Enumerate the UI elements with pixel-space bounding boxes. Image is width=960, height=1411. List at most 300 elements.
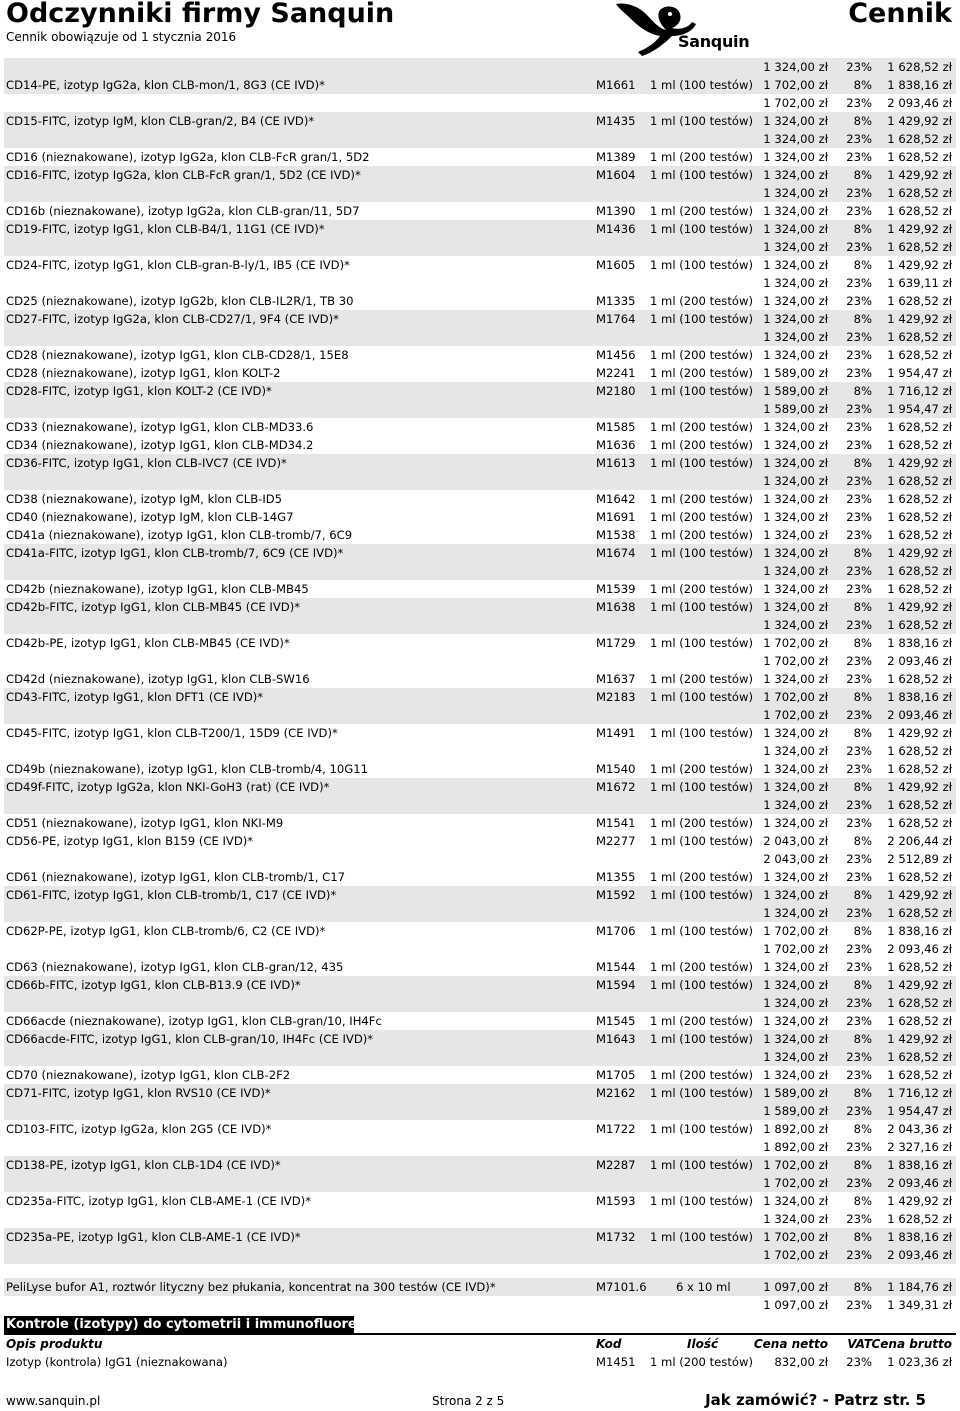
product-code: M1593	[596, 1194, 636, 1208]
order-info: Jak zamówić? - Patrz str. 5	[705, 1391, 926, 1409]
vat-rate: 8%	[853, 1230, 872, 1244]
price-net: 1 702,00 zł	[763, 654, 828, 668]
price-net: 1 702,00 zł	[763, 1176, 828, 1190]
product-code: M1674	[596, 546, 636, 560]
price-gross: 1 628,52 zł	[887, 330, 952, 344]
vat-rate: 8%	[853, 312, 872, 326]
product-qty: 1 ml (100 testów)	[650, 978, 753, 992]
price-net: 1 324,00 zł	[763, 60, 828, 74]
price-gross: 1 639,11 zł	[887, 276, 952, 290]
price-gross: 1 628,52 zł	[887, 816, 952, 830]
vat-rate: 8%	[853, 258, 872, 272]
vat-rate: 23%	[846, 654, 872, 668]
product-code: M1538	[596, 528, 636, 542]
product-name: CD61-FITC, izotyp IgG1, klon CLB-tromb/1, C17 (CE IVD)*	[6, 888, 337, 902]
website-link[interactable]: www.sanquin.pl	[6, 1394, 101, 1408]
product-code: M1335	[596, 294, 636, 308]
product-name: CD62P-PE, izotyp IgG1, klon CLB-tromb/6, C2 (CE IVD)*	[6, 924, 326, 938]
price-net: 1 324,00 zł	[763, 600, 828, 614]
price-net: 1 324,00 zł	[763, 528, 828, 542]
product-name: CD71-FITC, izotyp IgG1, klon RVS10 (CE IVD)*	[6, 1086, 271, 1100]
price-gross: 1 628,52 zł	[887, 510, 952, 524]
product-code: M1451	[596, 1355, 636, 1369]
product-name: CD49b (nieznakowane), izotyp IgG1, klon CLB-tromb/4, 10G11	[6, 762, 368, 776]
col-header-vat: VAT	[847, 1337, 872, 1351]
vat-rate: 8%	[853, 1280, 872, 1294]
product-name: CD51 (nieznakowane), izotyp IgG1, klon NKI-M9	[6, 816, 284, 830]
price-gross: 1 628,52 zł	[887, 1050, 952, 1064]
product-qty: 1 ml (100 testów)	[650, 1122, 753, 1136]
product-qty: 1 ml (200 testów)	[650, 204, 753, 218]
table-row	[4, 1066, 956, 1084]
vat-rate: 23%	[846, 366, 872, 380]
vat-rate: 8%	[853, 600, 872, 614]
product-name: CD42b (nieznakowane), izotyp IgG1, klon CLB-MB45	[6, 582, 309, 596]
product-qty: 1 ml (200 testów)	[650, 762, 753, 776]
price-net: 1 892,00 zł	[763, 1122, 828, 1136]
product-code: M1637	[596, 672, 636, 686]
price-table	[4, 58, 956, 1314]
vat-rate: 23%	[846, 204, 872, 218]
table-row	[4, 634, 956, 652]
page-title: Odczynniki firmy Sanquin	[6, 0, 395, 29]
product-qty: 1 ml (100 testów)	[650, 1194, 753, 1208]
product-qty: 1 ml (200 testów)	[650, 870, 753, 884]
table-row	[4, 436, 956, 454]
product-code: M1722	[596, 1122, 636, 1136]
product-qty: 1 ml (200 testów)	[650, 492, 753, 506]
price-gross: 1 429,92 zł	[887, 114, 952, 128]
product-qty: 1 ml (200 testów)	[650, 672, 753, 686]
product-qty: 1 ml (100 testów)	[650, 834, 753, 848]
price-net: 1 324,00 zł	[763, 888, 828, 902]
price-gross: 1 429,92 zł	[887, 168, 952, 182]
product-qty: 1 ml (100 testów)	[650, 114, 753, 128]
vat-rate: 8%	[853, 1086, 872, 1100]
page-footer	[0, 1392, 960, 1411]
product-name: CD70 (nieznakowane), izotyp IgG1, klon CLB-2F2	[6, 1068, 291, 1082]
price-net: 1 324,00 zł	[763, 114, 828, 128]
product-qty: 1 ml (100 testów)	[650, 888, 753, 902]
price-gross: 1 429,92 zł	[887, 222, 952, 236]
product-qty: 6 x 10 ml	[676, 1280, 731, 1294]
price-gross: 1 628,52 zł	[887, 474, 952, 488]
product-name: CD66acde-FITC, izotyp IgG1, klon CLB-gran/10, IH4Fc (CE IVD)*	[6, 1032, 374, 1046]
product-name: CD34 (nieznakowane), izotyp IgG1, klon CLB-MD34.2	[6, 438, 314, 452]
vat-rate: 8%	[853, 1032, 872, 1046]
price-net: 1 892,00 zł	[763, 1140, 828, 1154]
vat-rate: 23%	[846, 186, 872, 200]
product-qty: 1 ml (100 testów)	[650, 168, 753, 182]
price-net: 1 324,00 zł	[763, 546, 828, 560]
vat-rate: 23%	[846, 1298, 872, 1312]
product-code: M2183	[596, 690, 636, 704]
price-gross: 1 429,92 zł	[887, 546, 952, 560]
table-row	[4, 1102, 956, 1120]
product-code: M1643	[596, 1032, 636, 1046]
price-net: 1 324,00 zł	[763, 492, 828, 506]
price-net: 1 702,00 zł	[763, 636, 828, 650]
price-net: 1 324,00 zł	[763, 294, 828, 308]
table-row	[4, 778, 956, 796]
page-number: Strona 2 z 5	[432, 1394, 505, 1408]
product-name: CD66acde (nieznakowane), izotyp IgG1, klon CLB-gran/10, IH4Fc	[6, 1014, 382, 1028]
product-name: CD41a-FITC, izotyp IgG1, klon CLB-tromb/7, 6C9 (CE IVD)*	[6, 546, 344, 560]
price-gross: 1 954,47 zł	[887, 1104, 952, 1118]
vat-rate: 8%	[853, 1158, 872, 1172]
vat-rate: 23%	[846, 870, 872, 884]
product-qty: 1 ml (200 testów)	[650, 960, 753, 974]
price-net: 1 324,00 zł	[763, 420, 828, 434]
price-gross: 1 838,16 zł	[887, 636, 952, 650]
table-row	[4, 1156, 956, 1174]
vat-rate: 8%	[853, 978, 872, 992]
vat-rate: 8%	[853, 1194, 872, 1208]
price-net: 2 043,00 zł	[763, 852, 828, 866]
table-row	[4, 400, 956, 418]
product-qty: 1 ml (200 testów)	[650, 1014, 753, 1028]
product-qty: 1 ml (200 testów)	[650, 366, 753, 380]
price-net: 1 324,00 zł	[763, 204, 828, 218]
price-net: 1 589,00 zł	[763, 1086, 828, 1100]
table-row	[4, 562, 956, 580]
product-qty: 1 ml (100 testów)	[650, 384, 753, 398]
product-code: M1672	[596, 780, 636, 794]
logo-text: Sanquin	[678, 32, 750, 51]
price-net: 1 324,00 zł	[763, 1032, 828, 1046]
table-row	[4, 220, 956, 238]
price-net: 1 324,00 zł	[763, 672, 828, 686]
price-gross: 1 628,52 zł	[887, 672, 952, 686]
price-gross: 1 628,52 zł	[887, 762, 952, 776]
price-gross: 1 023,36 zł	[887, 1355, 952, 1369]
vat-rate: 23%	[846, 420, 872, 434]
vat-rate: 23%	[846, 1068, 872, 1082]
price-net: 1 324,00 zł	[763, 456, 828, 470]
product-qty: 1 ml (200 testów)	[650, 1355, 753, 1369]
vat-rate: 23%	[846, 1140, 872, 1154]
vat-rate: 23%	[846, 708, 872, 722]
price-net: 1 324,00 zł	[763, 762, 828, 776]
col-header-gross: Cena brutto	[871, 1337, 952, 1351]
product-code: M1585	[596, 420, 636, 434]
table-row	[4, 94, 956, 112]
vat-rate: 23%	[846, 798, 872, 812]
product-qty: 1 ml (200 testów)	[650, 528, 753, 542]
product-name: CD36-FITC, izotyp IgG1, klon CLB-IVC7 (CE IVD)*	[6, 456, 287, 470]
vat-rate: 23%	[846, 960, 872, 974]
product-qty: 1 ml (100 testów)	[650, 78, 753, 92]
product-code: M1436	[596, 222, 636, 236]
price-net: 1 097,00 zł	[763, 1298, 828, 1312]
product-name: CD42d (nieznakowane), izotyp IgG1, klon CLB-SW16	[6, 672, 310, 686]
price-gross: 1 429,92 zł	[887, 780, 952, 794]
table-row	[4, 256, 956, 274]
product-qty: 1 ml (200 testów)	[650, 420, 753, 434]
price-net: 1 589,00 zł	[763, 366, 828, 380]
table-row	[4, 1278, 956, 1296]
price-gross: 2 093,46 zł	[887, 96, 952, 110]
price-gross: 2 093,46 zł	[887, 1248, 952, 1262]
price-gross: 1 628,52 zł	[887, 582, 952, 596]
product-code: M2180	[596, 384, 636, 398]
table-row	[4, 418, 956, 436]
table-row	[4, 1138, 956, 1156]
price-net: 1 324,00 zł	[763, 222, 828, 236]
price-validity-note: Cennik obowiązuje od 1 stycznia 2016	[6, 30, 237, 44]
product-qty: 1 ml (100 testów)	[650, 312, 753, 326]
vat-rate: 8%	[853, 114, 872, 128]
table-row	[4, 886, 956, 904]
table-row	[4, 904, 956, 922]
table-row	[4, 994, 956, 1012]
table-row	[4, 940, 956, 958]
product-qty: 1 ml (200 testów)	[650, 438, 753, 452]
vat-rate: 23%	[846, 1355, 872, 1369]
product-name: CD25 (nieznakowane), izotyp IgG2b, klon CLB-IL2R/1, TB 30	[6, 294, 354, 308]
vat-rate: 23%	[846, 348, 872, 362]
product-name: CD16-FITC, izotyp IgG2a, klon CLB-FcR gran/1, 5D2 (CE IVD)*	[6, 168, 361, 182]
price-gross: 1 429,92 zł	[887, 978, 952, 992]
price-net: 1 324,00 zł	[763, 474, 828, 488]
table-row	[4, 1030, 956, 1048]
vat-rate: 23%	[846, 276, 872, 290]
table-row	[4, 544, 956, 562]
vat-rate: 23%	[846, 240, 872, 254]
price-net: 1 324,00 zł	[763, 276, 828, 290]
product-code: M1642	[596, 492, 636, 506]
product-code: M2277	[596, 834, 636, 848]
product-name: Izotyp (kontrola) IgG1 (nieznakowana)	[6, 1355, 228, 1369]
price-gross: 1 716,12 zł	[887, 1086, 952, 1100]
table-row	[4, 868, 956, 886]
table-row	[4, 958, 956, 976]
table-row	[4, 688, 956, 706]
product-qty: 1 ml (200 testów)	[650, 150, 753, 164]
product-code: M1540	[596, 762, 636, 776]
product-code: M1592	[596, 888, 636, 902]
price-net: 1 324,00 zł	[763, 438, 828, 452]
product-name: CD235a-FITC, izotyp IgG1, klon CLB-AME-1 (CE IVD)*	[6, 1194, 311, 1208]
table-row	[4, 976, 956, 994]
vat-rate: 8%	[853, 546, 872, 560]
price-net: 1 324,00 zł	[763, 870, 828, 884]
product-name: CD138-PE, izotyp IgG1, klon CLB-1D4 (CE IVD)*	[6, 1158, 281, 1172]
product-qty: 1 ml (100 testów)	[650, 1086, 753, 1100]
price-gross: 1 716,12 zł	[887, 384, 952, 398]
price-gross: 1 628,52 zł	[887, 294, 952, 308]
table-row	[4, 850, 956, 868]
price-gross: 1 628,52 zł	[887, 240, 952, 254]
table-row	[4, 328, 956, 346]
product-name: CD41a (nieznakowane), izotyp IgG1, klon CLB-tromb/7, 6C9	[6, 528, 353, 542]
vat-rate: 23%	[846, 1014, 872, 1028]
product-code: M1691	[596, 510, 636, 524]
vat-rate: 23%	[846, 816, 872, 830]
table-row	[4, 472, 956, 490]
product-code: M1456	[596, 348, 636, 362]
price-gross: 2 043,36 zł	[887, 1122, 952, 1136]
product-code: M1705	[596, 1068, 636, 1082]
price-gross: 1 628,52 zł	[887, 150, 952, 164]
table-row	[4, 1048, 956, 1066]
price-gross: 1 954,47 zł	[887, 402, 952, 416]
price-gross: 1 628,52 zł	[887, 996, 952, 1010]
product-code: M1491	[596, 726, 636, 740]
vat-rate: 23%	[846, 1050, 872, 1064]
price-gross: 1 429,92 zł	[887, 1032, 952, 1046]
table-row	[4, 166, 956, 184]
product-code: M1638	[596, 600, 636, 614]
vat-rate: 8%	[853, 834, 872, 848]
price-gross: 1 184,76 zł	[887, 1280, 952, 1294]
price-net: 1 324,00 zł	[763, 1212, 828, 1226]
table-row	[4, 1174, 956, 1192]
price-net: 1 702,00 zł	[763, 690, 828, 704]
table-row	[4, 1210, 956, 1228]
product-name: CD63 (nieznakowane), izotyp IgG1, klon CLB-gran/12, 435	[6, 960, 344, 974]
price-net: 1 702,00 zł	[763, 1158, 828, 1172]
product-name: CD49f-FITC, izotyp IgG2a, klon NKI-GoH3 (rat) (CE IVD)*	[6, 780, 330, 794]
vat-rate: 23%	[846, 762, 872, 776]
price-net: 1 324,00 zł	[763, 186, 828, 200]
product-name: CD61 (nieznakowane), izotyp IgG1, klon CLB-tromb/1, C17	[6, 870, 345, 884]
product-code: M1435	[596, 114, 636, 128]
table-row	[4, 274, 956, 292]
vat-rate: 8%	[853, 222, 872, 236]
vat-rate: 8%	[853, 168, 872, 182]
price-gross: 1 429,92 zł	[887, 888, 952, 902]
vat-rate: 23%	[846, 996, 872, 1010]
product-qty: 1 ml (200 testów)	[650, 510, 753, 524]
table-row	[4, 724, 956, 742]
product-code: M2162	[596, 1086, 636, 1100]
vat-rate: 23%	[846, 1104, 872, 1118]
product-code: M1661	[596, 78, 636, 92]
price-net: 1 589,00 zł	[763, 1104, 828, 1118]
table-row	[4, 184, 956, 202]
price-net: 1 702,00 zł	[763, 708, 828, 722]
product-name: CD56-PE, izotyp IgG1, klon B159 (CE IVD)*	[6, 834, 254, 848]
price-gross: 1 628,52 zł	[887, 906, 952, 920]
price-gross: 2 327,16 zł	[887, 1140, 952, 1154]
product-qty: 1 ml (200 testów)	[650, 582, 753, 596]
product-name: CD14-PE, izotyp IgG2a, klon CLB-mon/1, 8G3 (CE IVD)*	[6, 78, 325, 92]
table-row	[4, 580, 956, 598]
vat-rate: 23%	[846, 474, 872, 488]
product-qty: 1 ml (200 testów)	[650, 348, 753, 362]
table-row	[4, 364, 956, 382]
price-net: 1 324,00 zł	[763, 1068, 828, 1082]
price-net: 2 043,00 zł	[763, 834, 828, 848]
product-name: CD28-FITC, izotyp IgG1, klon KOLT-2 (CE IVD)*	[6, 384, 272, 398]
price-gross: 1 628,52 zł	[887, 1014, 952, 1028]
vat-rate: 23%	[846, 330, 872, 344]
product-qty: 1 ml (100 testów)	[650, 1032, 753, 1046]
price-net: 1 702,00 zł	[763, 78, 828, 92]
price-gross: 1 954,47 zł	[887, 366, 952, 380]
table-row	[4, 1120, 956, 1138]
product-code: M1390	[596, 204, 636, 218]
col-header-code: Kod	[596, 1337, 622, 1351]
product-name: CD27-FITC, izotyp IgG2a, klon CLB-CD27/1, 9F4 (CE IVD)*	[6, 312, 339, 326]
vat-rate: 23%	[846, 852, 872, 866]
vat-rate: 23%	[846, 906, 872, 920]
price-gross: 1 429,92 zł	[887, 456, 952, 470]
price-gross: 1 628,52 zł	[887, 132, 952, 146]
price-gross: 1 628,52 zł	[887, 348, 952, 362]
row-spacer	[4, 1264, 956, 1278]
price-gross: 1 429,92 zł	[887, 726, 952, 740]
product-qty: 1 ml (200 testów)	[650, 816, 753, 830]
table-row	[4, 760, 956, 778]
vat-rate: 8%	[853, 690, 872, 704]
vat-rate: 8%	[853, 636, 872, 650]
product-code: M1544	[596, 960, 636, 974]
price-net: 1 324,00 zł	[763, 906, 828, 920]
price-gross: 1 628,52 zł	[887, 492, 952, 506]
product-name: CD66b-FITC, izotyp IgG1, klon CLB-B13.9 (CE IVD)*	[6, 978, 301, 992]
table-row	[4, 292, 956, 310]
vat-rate: 8%	[853, 1122, 872, 1136]
price-gross: 1 349,31 zł	[887, 1298, 952, 1312]
price-net: 1 324,00 zł	[763, 780, 828, 794]
table-row	[4, 454, 956, 472]
price-net: 1 702,00 zł	[763, 942, 828, 956]
vat-rate: 8%	[853, 78, 872, 92]
vat-rate: 8%	[853, 456, 872, 470]
product-code: M1706	[596, 924, 636, 938]
product-code: M2241	[596, 366, 636, 380]
table-row	[4, 1084, 956, 1102]
price-net: 1 324,00 zł	[763, 240, 828, 254]
price-net: 1 702,00 zł	[763, 1248, 828, 1262]
product-name: CD42b-FITC, izotyp IgG1, klon CLB-MB45 (CE IVD)*	[6, 600, 301, 614]
product-qty: 1 ml (200 testów)	[650, 1068, 753, 1082]
price-net: 1 324,00 zł	[763, 816, 828, 830]
table-row	[4, 346, 956, 364]
product-code: M1636	[596, 438, 636, 452]
vat-rate: 23%	[846, 510, 872, 524]
price-gross: 1 628,52 zł	[887, 438, 952, 452]
price-net: 1 324,00 zł	[763, 564, 828, 578]
price-gross: 1 628,52 zł	[887, 1212, 952, 1226]
product-name: CD43-FITC, izotyp IgG1, klon DFT1 (CE IVD)*	[6, 690, 264, 704]
price-net: 1 324,00 zł	[763, 618, 828, 632]
price-net: 1 324,00 zł	[763, 960, 828, 974]
product-name: CD42b-PE, izotyp IgG1, klon CLB-MB45 (CE IVD)*	[6, 636, 290, 650]
product-qty: 1 ml (100 testów)	[650, 690, 753, 704]
price-gross: 1 838,16 zł	[887, 924, 952, 938]
price-net: 1 324,00 zł	[763, 744, 828, 758]
price-gross: 1 628,52 zł	[887, 744, 952, 758]
price-net: 1 589,00 zł	[763, 402, 828, 416]
vat-rate: 23%	[846, 150, 872, 164]
product-name: CD40 (nieznakowane), izotyp IgM, klon CLB-14G7	[6, 510, 294, 524]
product-name: CD28 (nieznakowane), izotyp IgG1, klon KOLT-2	[6, 366, 281, 380]
price-gross: 1 628,52 zł	[887, 564, 952, 578]
table-row	[4, 706, 956, 724]
vat-rate: 23%	[846, 438, 872, 452]
col-header-name: Opis produktu	[6, 1337, 103, 1351]
product-name: CD33 (nieznakowane), izotyp IgG1, klon CLB-MD33.6	[6, 420, 314, 434]
price-gross: 1 628,52 zł	[887, 420, 952, 434]
price-gross: 1 628,52 zł	[887, 186, 952, 200]
price-net: 1 702,00 zł	[763, 96, 828, 110]
vat-rate: 23%	[846, 60, 872, 74]
price-gross: 1 628,52 zł	[887, 870, 952, 884]
vat-rate: 23%	[846, 744, 872, 758]
